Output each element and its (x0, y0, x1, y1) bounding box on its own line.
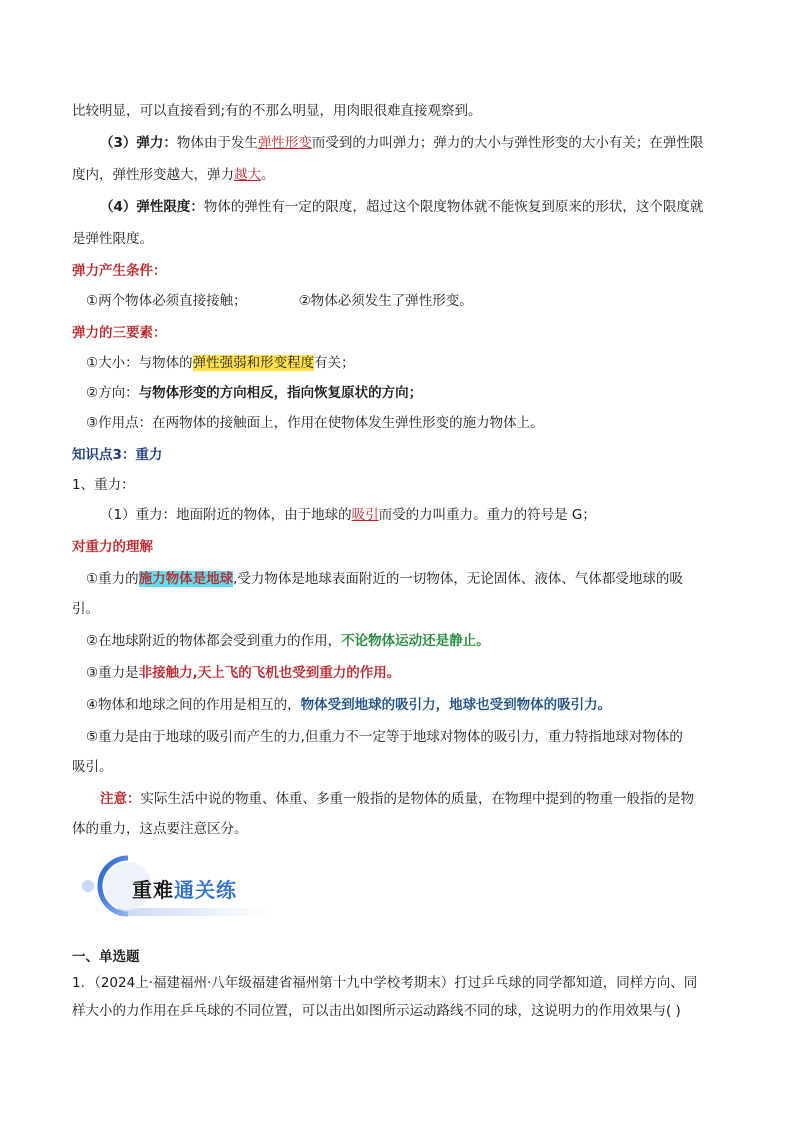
text: ②方向： (86, 385, 139, 401)
note-label: 注意： (100, 791, 141, 807)
underlined-term: 越大 (234, 167, 261, 183)
heading-text: 知识点3：重力 (72, 447, 163, 463)
text: （1）重力：地面附近的物体，由于地球的 (100, 507, 352, 523)
highlighted-term: 弹性强弱和形变程度 (192, 355, 315, 371)
paragraph-line (72, 230, 722, 248)
section-heading (72, 538, 722, 556)
text: 样大小的力作用在乒乓球的不同位置，可以击出如图所示运动路线不同的球，这说明力的作用效果与( ) (72, 1003, 681, 1019)
bold-text: 与物体形变的方向相反，指向恢复原状的方向； (138, 385, 423, 401)
paragraph-line (72, 166, 722, 184)
paragraph-elastic-limit (100, 198, 750, 216)
knowledge-point-heading (72, 446, 722, 464)
understanding-item-5 (86, 728, 736, 746)
section-heading (72, 324, 722, 342)
paragraph-line (72, 102, 722, 120)
understanding-item-1 (86, 570, 736, 588)
note-paragraph (100, 790, 750, 808)
highlighted-term: 施力物体是地球 (138, 571, 234, 587)
heading-text: 一、单选题 (72, 949, 140, 965)
section-heading (72, 262, 722, 280)
red-text: 非接触力,天上飞的飞机也受到重力的作用。 (138, 665, 401, 681)
paragraph-line (72, 820, 722, 838)
paragraph-elastic-force (100, 134, 750, 152)
text: 引。 (72, 601, 99, 617)
text: ,受力物体是地球表面附近的一切物体，无论固体、液体、气体都受地球的吸 (233, 571, 683, 587)
element-direction (86, 384, 736, 402)
numbered-heading (72, 476, 722, 494)
green-text: 不论物体运动还是静止。 (341, 633, 490, 649)
text: 有关； (314, 355, 355, 371)
underlined-term: 弹性形变 (257, 135, 312, 151)
understanding-item-3 (86, 664, 736, 682)
term-label: （4）弹性限度： (100, 199, 204, 215)
text: ③作用点：在两物体的接触面上，作用在使物体发生弹性形变的施力物体上。 (86, 415, 544, 431)
text: 是弹性限度。 (72, 231, 153, 247)
question-1-line-1 (72, 974, 722, 992)
text: ③重力是 (86, 665, 139, 681)
text: ①大小：与物体的 (86, 355, 193, 371)
element-point (86, 414, 736, 432)
text: 物体的弹性有一定的限度，超过这个限度物体就不能恢复到原来的形状，这个限度就 (203, 199, 704, 215)
text: 吸引。 (72, 759, 113, 775)
question-section-heading (72, 948, 722, 966)
understanding-item-2 (86, 632, 736, 650)
paragraph-line (72, 600, 722, 618)
text: 1、重力： (72, 477, 135, 493)
text: 物体由于发生 (176, 135, 258, 151)
gravity-definition (100, 506, 750, 524)
condition-list (86, 292, 736, 310)
term-label: （3）弹力： (100, 135, 177, 151)
text: ④物体和地球之间的作用是相互的， (86, 697, 301, 713)
condition-item: ①两个物体必须直接接触； (86, 293, 247, 309)
banner-title-part2: 通关练 (174, 878, 237, 902)
condition-item: ②物体必须发生了弹性形变。 (298, 293, 473, 309)
underlined-term: 吸引 (351, 507, 379, 523)
text: ⑤重力是由于地球的吸引而产生的力,但重力不一定等于地球对物体的吸引力，重力特指地球对物体的 (86, 729, 683, 745)
heading-text: 对重力的理解 (72, 539, 153, 555)
text: 而受的力叫重力。重力的符号是 G； (378, 507, 596, 523)
text: 实际生活中说的物重、体重、多重一般指的是物体的质量，在物理中提到的物重一般指的是物 (140, 791, 694, 807)
text: 度内，弹性形变越大，弹力 (72, 167, 234, 183)
heading-text: 弹力的三要素： (72, 325, 167, 341)
understanding-item-4 (86, 696, 736, 714)
text: 1．（2024上·福建福州·八年级福建省福州第十九中学校考期末）打过乒乓球的同学都知道，同样方向、同 (72, 975, 698, 991)
element-size (86, 354, 736, 372)
question-1-line-2 (72, 1002, 722, 1020)
text: 而受到的力叫弹力；弹力的大小与弹性形变的大小有关；在弹性限 (311, 135, 704, 151)
text: 比较明显，可以直接看到;有的不那么明显，用肉眼很难直接观察到。 (72, 103, 482, 119)
paragraph-line (72, 758, 722, 776)
text: ①重力的 (86, 571, 139, 587)
text: ②在地球附近的物体都会受到重力的作用， (86, 633, 342, 649)
banner-title-part1: 重难 (132, 878, 174, 902)
blue-text: 物体受到地球的吸引力，地球也受到物体的吸引力。 (300, 697, 612, 713)
text: 。 (261, 167, 275, 183)
heading-text: 弹力产生条件： (72, 263, 167, 279)
section-banner-title (132, 874, 237, 903)
text: 体的重力，这点要注意区分。 (72, 821, 248, 837)
